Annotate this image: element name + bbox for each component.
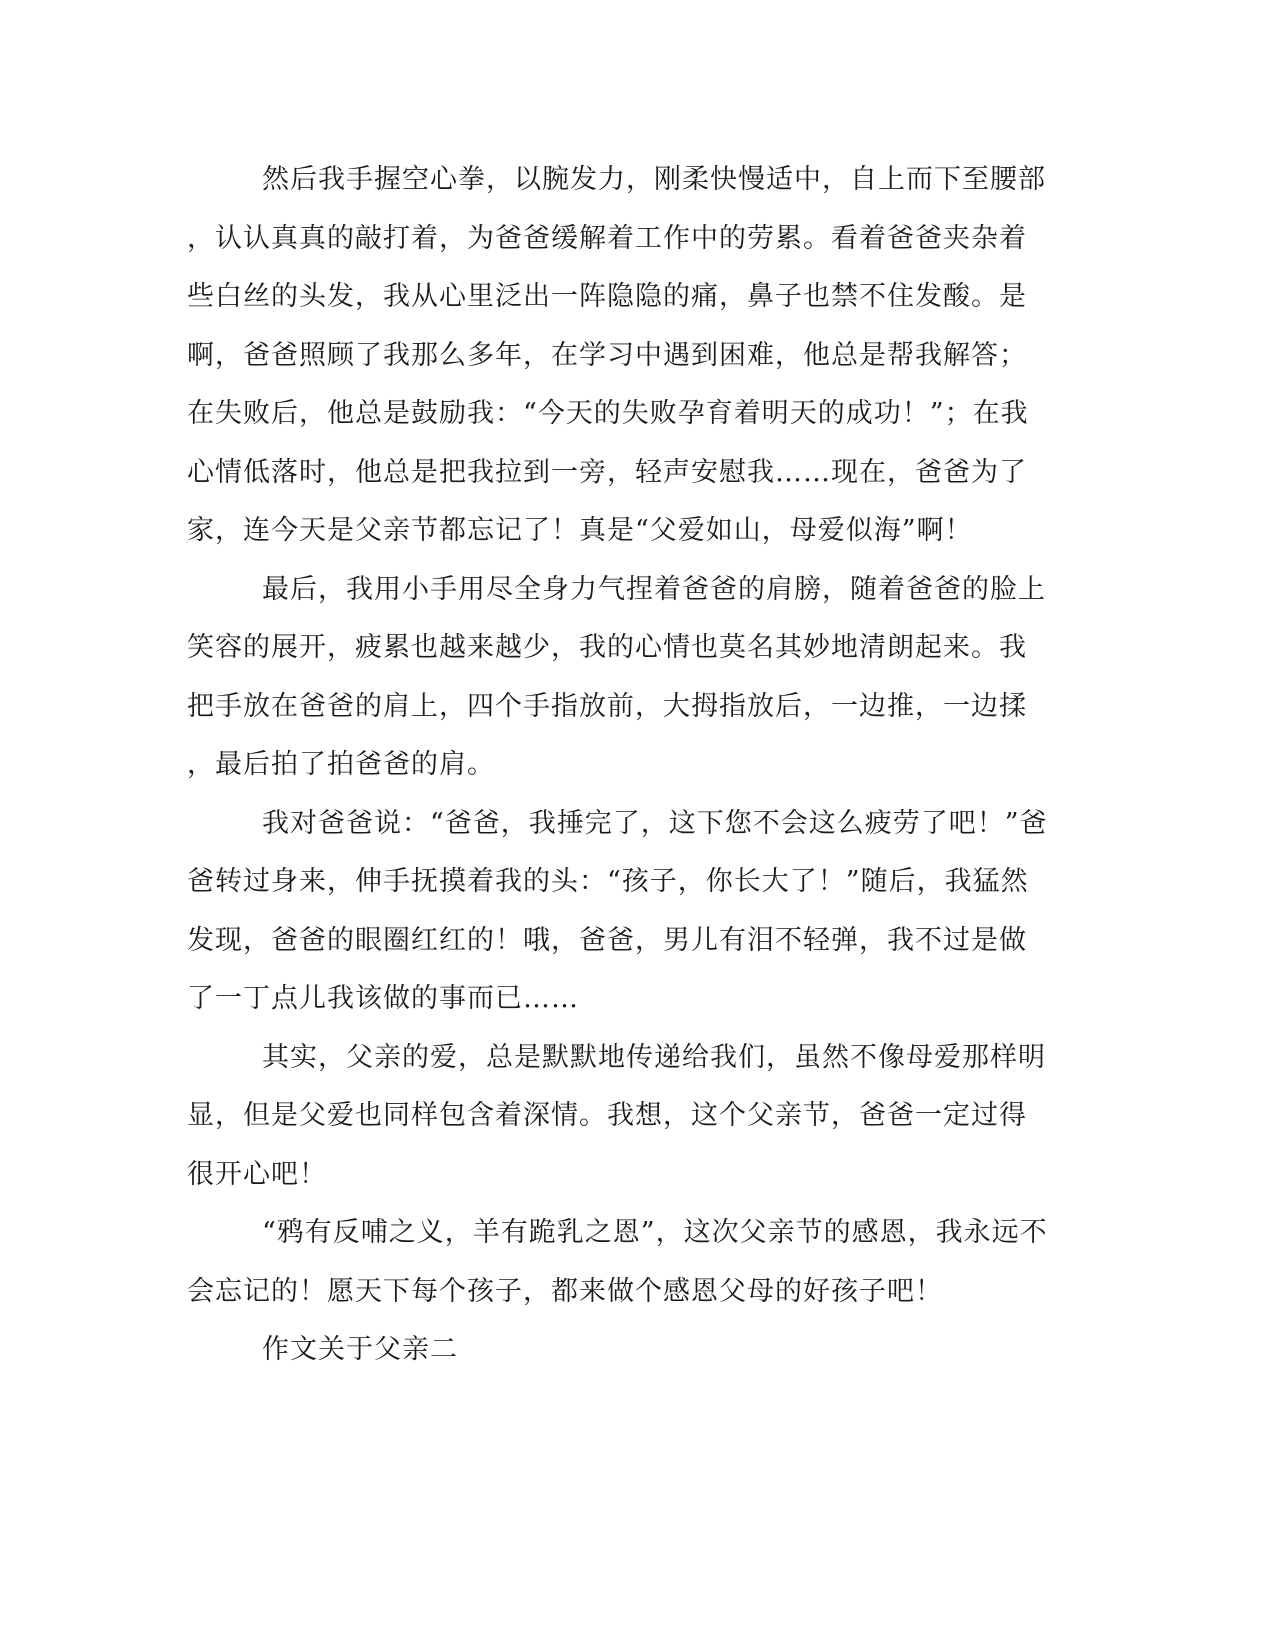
paragraph-1-line-1: 然后我手握空心拳，以腕发力，刚柔快慢适中，自上而下至腰部 bbox=[262, 164, 1046, 195]
paragraph-3-line-4: 了一丁点儿我该做的事而已…… bbox=[187, 983, 579, 1014]
paragraph-4-line-1: 其实，父亲的爱，总是默默地传递给我们，虽然不像母爱那样明 bbox=[262, 1042, 1046, 1073]
paragraph-1-line-2: ，认认真真的敲打着，为爸爸缓解着工作中的劳累。看着爸爸夹杂着 bbox=[187, 223, 1027, 254]
paragraph-3-line-3: 发现，爸爸的眼圈红红的！哦，爸爸，男儿有泪不轻弹，我不过是做 bbox=[187, 925, 1027, 956]
paragraph-4-line-2: 显，但是父爱也同样包含着深情。我想，这个父亲节，爸爸一定过得 bbox=[187, 1100, 1027, 1131]
paragraph-4-line-3: 很开心吧！ bbox=[187, 1159, 327, 1190]
paragraph-1-line-6: 心情低落时，他总是把我拉到一旁，轻声安慰我……现在，爸爸为了 bbox=[187, 457, 1027, 488]
paragraph-1-line-7: 家，连今天是父亲节都忘记了！真是“父爱如山，母爱似海”啊！ bbox=[187, 515, 973, 546]
paragraph-1-line-5: 在失败后，他总是鼓励我：“今天的失败孕育着明天的成功！”；在我 bbox=[187, 398, 1029, 429]
paragraph-3-line-1: 我对爸爸说：“爸爸，我捶完了，这下您不会这么疲劳了吧！”爸 bbox=[262, 808, 1048, 839]
paragraph-5-line-2: 会忘记的！愿天下每个孩子，都来做个感恩父母的好孩子吧！ bbox=[187, 1276, 943, 1307]
paragraph-2-line-4: ，最后拍了拍爸爸的肩。 bbox=[187, 749, 495, 780]
paragraph-3-line-2: 爸转过身来，伸手抚摸着我的头：“孩子，你长大了！”随后，我猛然 bbox=[187, 866, 1029, 897]
paragraph-2-line-3: 把手放在爸爸的肩上，四个手指放前，大拇指放后，一边推，一边揉 bbox=[187, 691, 1027, 722]
paragraph-1-line-4: 啊，爸爸照顾了我那么多年，在学习中遇到困难，他总是帮我解答； bbox=[187, 340, 1027, 371]
paragraph-2-line-2: 笑容的展开，疲累也越来越少，我的心情也莫名其妙地清朗起来。我 bbox=[187, 632, 1027, 663]
paragraph-1-line-3: 些白丝的头发，我从心里泛出一阵隐隐的痛，鼻子也禁不住发酸。是 bbox=[187, 281, 1027, 312]
paragraph-5-line-1: “鸦有反哺之义，羊有跪乳之恩”，这次父亲节的感恩，我永远不 bbox=[262, 1217, 1048, 1248]
paragraph-2-line-1: 最后，我用小手用尽全身力气捏着爸爸的肩膀，随着爸爸的脸上 bbox=[262, 574, 1046, 605]
section-title: 作文关于父亲二 bbox=[262, 1334, 458, 1365]
